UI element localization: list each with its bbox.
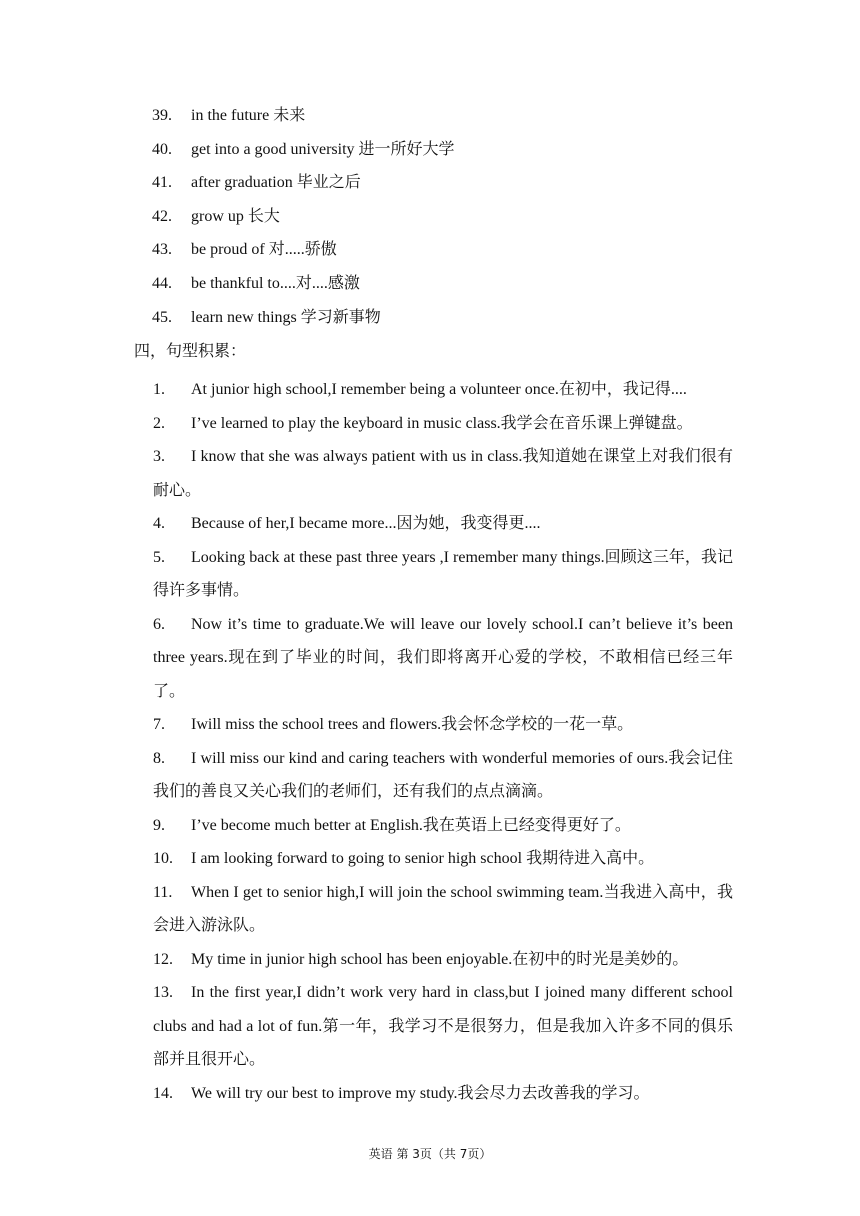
sentence-number: 14.: [153, 1084, 173, 1102]
sentence-number: 12.: [153, 950, 173, 968]
vocab-item: [152, 172, 752, 206]
vocab-number: 42.: [152, 207, 172, 225]
sentence-item: [153, 876, 733, 943]
sentence-text: When I get to senior high,I will join the school swimming team.当我进入高中，我会进入游泳队。: [153, 883, 733, 934]
sentence-text: I am looking forward to going to senior high school 我期待进入高中。: [191, 850, 655, 867]
sentence-item: [153, 943, 733, 977]
sentence-text: Looking back at these past three years ,I remember many things.回顾这三年，我记得许多事情。: [153, 548, 733, 599]
vocab-number: 43.: [152, 241, 172, 259]
vocab-number: 44.: [152, 274, 172, 292]
sentence-number: 2.: [153, 414, 165, 432]
sentence-item: [153, 507, 733, 541]
vocab-text: get into a good university 进一所好大学: [191, 140, 455, 158]
sentence-number: 11.: [153, 883, 173, 901]
sentence-item: [153, 373, 733, 407]
sentence-text: At junior high school,I remember being a volunteer once.在初中，我记得....: [191, 381, 687, 398]
sentence-number: 6.: [153, 615, 165, 633]
vocab-item: [152, 139, 752, 173]
sentence-list: [153, 373, 733, 1110]
sentence-item: [153, 976, 733, 1077]
sentence-number: 9.: [153, 816, 165, 834]
sentence-item: [153, 708, 733, 742]
sentence-item: [153, 1077, 733, 1111]
sentence-item: [153, 809, 733, 843]
sentence-number: 13.: [153, 984, 173, 1001]
sentence-item: [153, 742, 733, 809]
sentence-item: [153, 608, 733, 709]
sentence-text: My time in junior high school has been enjoyable.在初中的时光是美妙的。: [191, 950, 689, 968]
sentence-text: Because of her,I became more...因为她，我变得更....: [191, 515, 541, 532]
vocab-text: be thankful to....对....感激: [191, 274, 360, 292]
vocab-item: [152, 105, 752, 139]
vocab-text: be proud of 对.....骄傲: [191, 241, 337, 259]
sentence-text: I’ve learned to play the keyboard in music class.我学会在音乐课上弹键盘。: [191, 414, 693, 432]
vocab-text: learn new things 学习新事物: [191, 308, 381, 326]
sentence-number: 4.: [153, 515, 165, 532]
section-title: 四，句型积累：: [134, 343, 247, 360]
sentence-item: [153, 541, 733, 608]
sentence-number: 3.: [153, 448, 165, 465]
sentence-text: I’ve become much better at English.我在英语上已经变得更好了。: [191, 816, 631, 834]
sentence-text: Now it’s time to graduate.We will leave our lovely school.I can’t believe it’s been three years.现在到了毕业的时间，我们即将离开心爱的学校，不敢相信已经三年了。: [153, 615, 733, 700]
sentence-text: We will try our best to improve my study.我会尽力去改善我的学习。: [191, 1084, 650, 1102]
vocab-number: 40.: [152, 140, 172, 158]
vocab-text: after graduation 毕业之后: [191, 174, 361, 192]
sentence-item: [153, 407, 733, 441]
sentence-number: 8.: [153, 749, 165, 767]
vocabulary-list: [152, 105, 752, 340]
sentence-number: 5.: [153, 548, 165, 566]
sentence-number: 7.: [153, 716, 165, 733]
vocab-text: in the future 未来: [191, 107, 306, 124]
sentence-text: In the first year,I didn’t work very hard in class,but I joined many different school clubs and had a lot of fun.第一年，我学习不是很努力，但是我加入许多不同的俱乐部并且很开心。: [153, 984, 733, 1068]
vocab-item: [152, 273, 752, 307]
vocab-item: [152, 239, 752, 273]
vocab-item: [152, 307, 752, 341]
sentence-number: 10.: [153, 850, 173, 867]
page-footer: 英语 第 3页（共 7页）: [368, 1147, 492, 1161]
vocab-number: 41.: [152, 174, 172, 192]
sentence-item: [153, 842, 733, 876]
vocab-number: 39.: [152, 107, 172, 124]
vocab-number: 45.: [152, 308, 172, 326]
sentence-item: [153, 440, 733, 507]
vocab-text: grow up 长大: [191, 207, 280, 225]
sentence-text: I know that she was always patient with us in class.我知道她在课堂上对我们很有耐心。: [153, 448, 733, 499]
sentence-number: 1.: [153, 381, 165, 398]
sentence-text: Iwill miss the school trees and flowers.我会怀念学校的一花一草。: [191, 716, 634, 733]
sentence-text: I will miss our kind and caring teachers with wonderful memories of ours.我会记住我们的善良又关心我们的老师们，还有我们的点点滴滴。: [153, 749, 733, 800]
vocab-item: [152, 206, 752, 240]
